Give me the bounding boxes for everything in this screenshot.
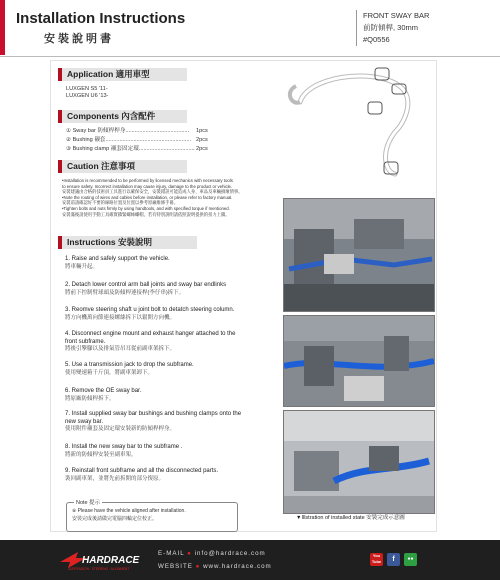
- model-1: LUXGEN S5 '11-: [66, 86, 108, 92]
- note-line-1: ※ Please have the vehicle aligned after installation.: [72, 508, 186, 514]
- step-text-cn: 將後引擎腳以及排氣管吊耳從前副車架拆下。: [65, 346, 176, 352]
- caution-line: •Tighten bolts and nuts firmly by using handtools, and with specified torque if mentioned.: [62, 205, 230, 211]
- wechat-icon[interactable]: ●●: [404, 553, 417, 566]
- product-name: FRONT SWAY BAR: [363, 11, 430, 20]
- email-label: E-MAIL: [158, 550, 185, 557]
- component-2-qty: 2pcs: [196, 137, 208, 143]
- footer-email[interactable]: [158, 550, 266, 557]
- email-bullet: ●: [187, 550, 192, 557]
- component-3: ③ Bushing clamp 襯套固定環....................................: [66, 146, 195, 152]
- step-text: 1. Raise and safely support the vehicle.: [65, 256, 170, 262]
- youtube-icon[interactable]: You Tube: [371, 553, 382, 564]
- product-name-cn: 前防傾桿, 30mm: [363, 23, 419, 32]
- step-text-cn: 使用附件襯套及固定環安裝新的防傾桿桿身。: [65, 426, 176, 432]
- step-5: [65, 362, 275, 377]
- website-label: WEBSITE: [158, 563, 193, 570]
- step-text-cn: 將前下控制臂球頭及防傾桿連接桿(李仔串)拆下。: [65, 289, 185, 296]
- product-info: [356, 10, 429, 46]
- step-6: [65, 388, 275, 403]
- photo-sway-bar-on-subframe: [283, 315, 435, 407]
- step-text-cn: 裝回副車架，並將先前拆開的部分復原。: [65, 475, 165, 482]
- step-text-cn: 將方向機萬向節連接螺絲拆下以鬆開方向機。: [65, 314, 176, 321]
- photo-caption: ▼Illstration of installed state 安裝完成示意圖: [296, 515, 405, 521]
- step-8: [65, 444, 275, 459]
- step-3: [65, 307, 275, 322]
- website-bullet: ●: [195, 563, 201, 570]
- caution-line: 安裝前請確認好不要的線路位置及位置以參考原廠維修手冊。: [62, 200, 179, 206]
- footer-website[interactable]: [158, 563, 272, 570]
- step-text: 9. Reinstall front subframe and all the disconnected parts.: [65, 468, 219, 474]
- svg-text:SUSPENSION · STEERING · ALIGNM: SUSPENSION · STEERING · ALIGNMENT: [68, 567, 130, 571]
- header-divider: [0, 56, 500, 57]
- component-1-qty: 1pcs: [196, 128, 208, 134]
- caution-line: •Note the routing of wires and cables before installation, or please refer to factory manual.: [62, 194, 233, 200]
- step-text: 2. Detach lower control arm ball joints and sway bar endlinks: [65, 282, 227, 288]
- step-text-cn: 將車輛升起。: [65, 263, 99, 270]
- component-1: ① Sway bar 防傾桿桿身.........................................: [66, 128, 190, 134]
- caution-line: 安裝滿後請使用手動工具確實鎖緊螺絲螺帽，若有特別說明請依照說明提供的扭力上鎖。: [62, 211, 230, 217]
- page-title-cn: 安裝說明書: [44, 33, 114, 45]
- step-text: front subframe.: [65, 338, 106, 345]
- step-text-cn: 將原廠防傾桿拆下。: [65, 395, 115, 402]
- caution-line: 安裝建議由合格的技術員工具進行以確保安全，安裝錯誤可能造成人身、車品及車輛損壞情事。: [62, 189, 243, 195]
- sway-bar-illustration: [270, 62, 420, 182]
- step-1: [65, 256, 275, 271]
- page-title: Installation Instructions: [16, 10, 186, 27]
- step-4: [65, 331, 275, 353]
- component-3-qty: 2pcs: [196, 146, 208, 152]
- model-2: LUXGEN U6 '13-: [66, 93, 109, 99]
- instructions-heading: Instructions 安裝說明: [58, 236, 197, 249]
- photo-drawing: [284, 199, 434, 311]
- facebook-icon[interactable]: f: [387, 553, 400, 566]
- step-text: 8. Install the new sway bar to the subframe .: [65, 444, 183, 450]
- step-text: new sway bar.: [65, 418, 104, 425]
- caution-line: to ensure safety. Incorrect installation may cause injury, damage to the product or vehicle.: [62, 183, 233, 189]
- application-heading: Application 適用車型: [58, 68, 187, 81]
- step-text: 5. Use a transmission jack to drop the subframe.: [65, 362, 194, 368]
- photo-drawing: [284, 411, 434, 513]
- components-heading: Components 內含配件: [58, 110, 187, 123]
- photo-installed-state: [283, 410, 435, 514]
- step-text: 4. Disconnect engine mount and exhaust hanger attached to the: [65, 331, 236, 337]
- caution-heading: Caution 注意事項: [58, 160, 187, 173]
- note-title: Note 提示: [76, 500, 101, 506]
- step-9: [65, 468, 275, 483]
- svg-text:HARDRACE: HARDRACE: [82, 555, 140, 566]
- part-number: #Q0556: [363, 35, 390, 44]
- caution-line: •Installation is recommended to be performed by licensed mechanics with necessary tools: [62, 178, 233, 183]
- step-text: 3. Reomve steering shaft u joint bolt to detatch steering column.: [65, 307, 235, 313]
- hardrace-logo: [60, 548, 140, 572]
- step-text-cn: 將新的防傾桿安裝至副車架。: [65, 451, 137, 458]
- website-url[interactable]: www.hardrace.com: [203, 563, 272, 570]
- caution-list: [62, 178, 282, 217]
- step-text: 7. Install supplied sway bar bushings and bushing clamps onto the: [65, 411, 242, 417]
- note-line-2: 安裝完成後請做完電腦四輪定位校正。: [72, 516, 158, 522]
- step-7: [65, 411, 275, 433]
- step-text-cn: 使用變速箱千斤頂，將副車架卸下。: [65, 369, 154, 376]
- header-accent-bar: [0, 0, 5, 55]
- photo-subframe-disassembly: [283, 198, 435, 312]
- step-2: [65, 282, 275, 297]
- email-address[interactable]: info@hardrace.com: [194, 550, 266, 557]
- photo-drawing: [284, 316, 434, 406]
- step-text: 6. Remove the OE sway bar.: [65, 388, 142, 394]
- component-2: ② Bushing 襯套.......................................................: [66, 137, 192, 143]
